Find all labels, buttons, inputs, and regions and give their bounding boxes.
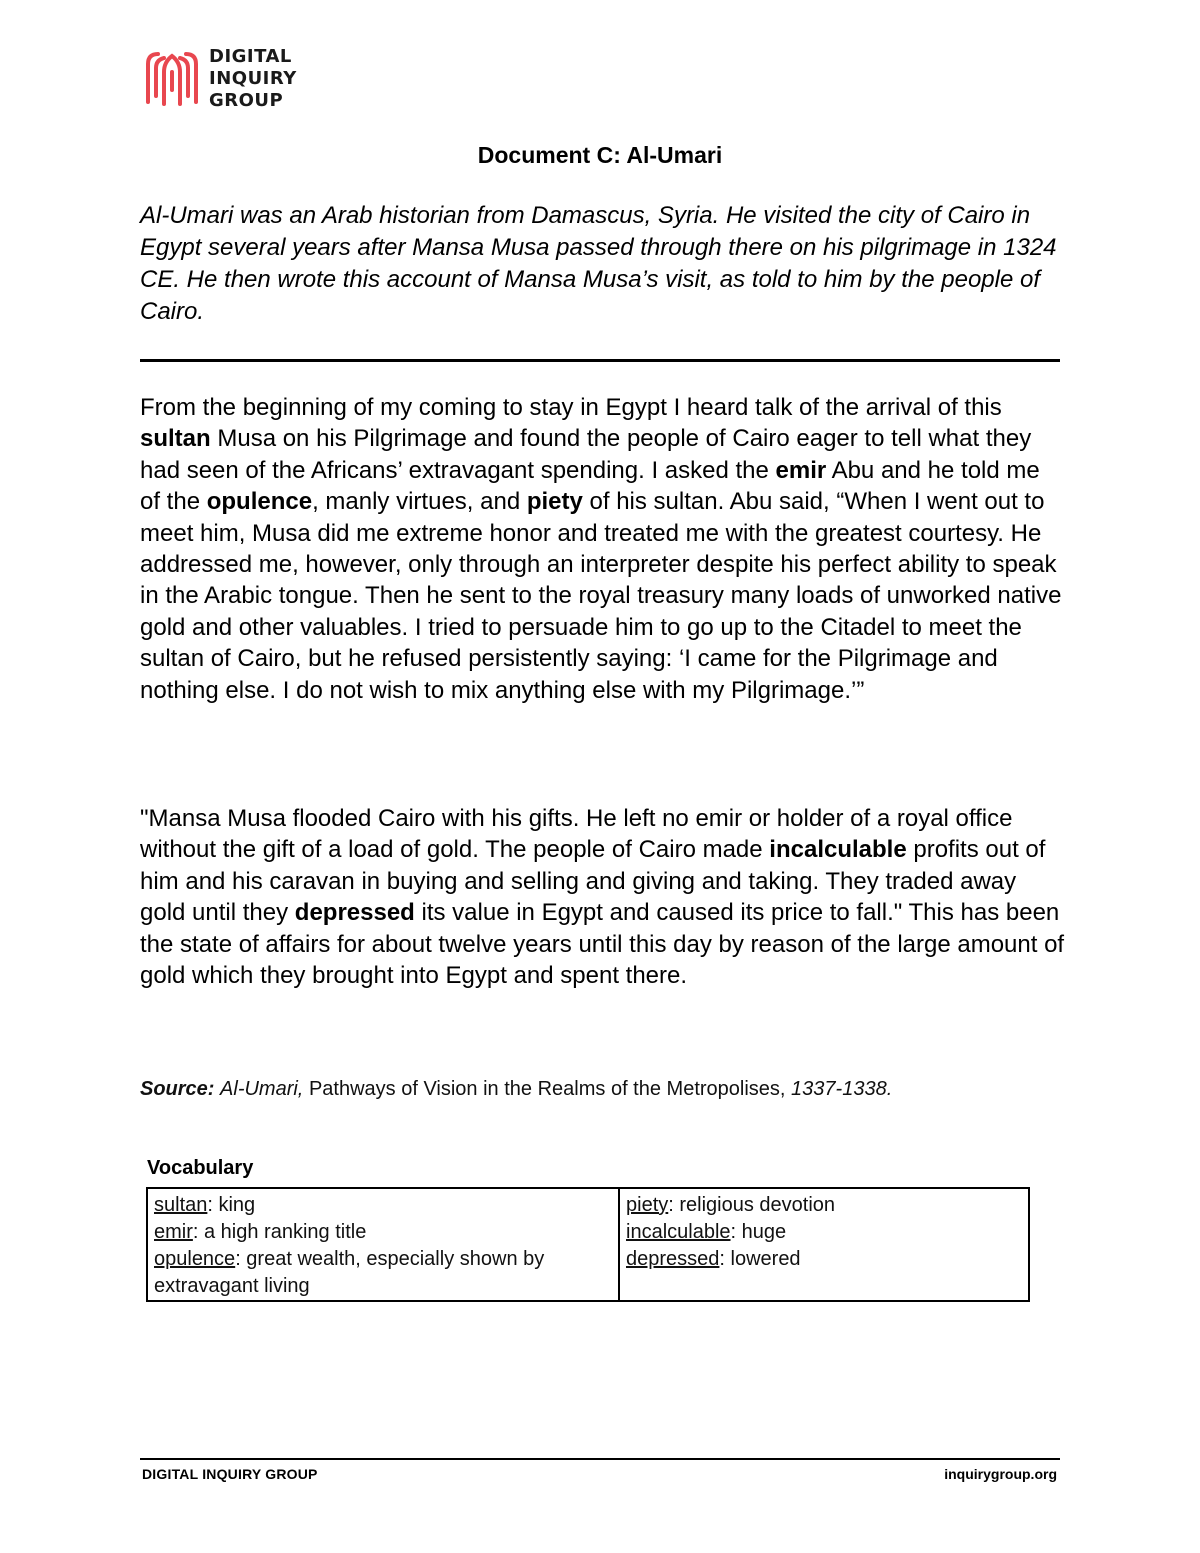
vocab-definition: : a high ranking title bbox=[192, 1221, 367, 1243]
vocab-term: depressed bbox=[626, 1248, 720, 1270]
logo-mark-icon bbox=[144, 46, 200, 110]
logo-line-2: INQUIRY bbox=[209, 68, 297, 89]
logo-wordmark bbox=[209, 46, 297, 112]
vocab-entry bbox=[154, 1246, 612, 1300]
vocab-entry bbox=[154, 1219, 612, 1246]
vocab-term: opulence bbox=[154, 1248, 236, 1270]
vocab-definition: : lowered bbox=[719, 1248, 801, 1270]
vocab-term: piety bbox=[626, 1194, 669, 1216]
vocab-word-emir: emir bbox=[775, 456, 827, 484]
account-paragraph-2 bbox=[140, 803, 1065, 991]
intro-paragraph: Al-Umari was an Arab historian from Damascus, Syria. He visited the city of Cairo in Egypt several years after Mansa Musa passed through there on his pilgrimage in 1324 CE. He then wrote this account of Mansa Musa’s visit, as told to him by the people of Cairo. bbox=[140, 202, 1057, 325]
text-segment: "Mansa Musa flooded Cairo with his gifts. He left no emir or holder of a royal office without the gift of a load of gold. The people of Cairo made bbox=[140, 805, 1013, 864]
vocab-entry bbox=[154, 1192, 612, 1219]
text-segment: Musa on his Pilgrimage and found the people of Cairo eager to tell what they had seen of the Africans’ extravagant spending. I asked the bbox=[140, 425, 1032, 484]
logo-line-3: GROUP bbox=[209, 90, 284, 111]
text-segment: of his sultan. Abu said, “When I went out to meet him, Musa did me extreme honor and treated me with the greatest courtesy. He addressed me, however, only through an interpreter despite his perfect ability to speak in the Arabic tongue. Then he sent to the royal treasury many loads of unworked native gold and other valuables. I tried to persuade him to go up to the Citadel to meet the sultan of Cairo, but he refused persistently saying: ‘I came for the Pilgrimage and nothing else. I do not wish to mix anything else with my Pilgrimage.’” bbox=[140, 488, 1062, 704]
vocabulary-heading: Vocabulary bbox=[147, 1157, 254, 1179]
text-segment: its value in Egypt and caused its price to fall." This has been the state of affairs for about twelve years until this day by reason of the large amount of gold which they brought into Egypt and spent there. bbox=[140, 899, 1065, 990]
text-segment: profits out of him and his caravan in buying and selling and giving and taking. They traded away gold until they bbox=[140, 836, 1046, 927]
vocab-entry bbox=[626, 1246, 1022, 1273]
document-title: Document C: Al-Umari bbox=[477, 142, 723, 168]
vocabulary-column-right bbox=[620, 1189, 1028, 1300]
vocab-word-sultan: sultan bbox=[140, 425, 211, 453]
vocab-term: sultan bbox=[154, 1194, 208, 1216]
vocab-word-incalculable: incalculable bbox=[769, 836, 907, 864]
logo-line-1: DIGITAL bbox=[209, 46, 292, 67]
vocab-word-depressed: depressed bbox=[294, 899, 415, 927]
text-segment: From the beginning of my coming to stay in Egypt I heard talk of the arrival of this bbox=[140, 394, 1002, 421]
footer-website: inquirygroup.org bbox=[944, 1466, 1057, 1482]
source-date: 1337-1338. bbox=[791, 1078, 893, 1100]
vocab-word-piety: piety bbox=[526, 488, 583, 516]
vocab-term: incalculable bbox=[626, 1221, 731, 1243]
section-divider bbox=[140, 359, 1060, 362]
vocab-entry bbox=[626, 1219, 1022, 1246]
vocab-definition: : huge bbox=[730, 1221, 787, 1243]
footer-divider bbox=[140, 1458, 1060, 1460]
vocab-definition: : king bbox=[207, 1194, 256, 1216]
source-author: Al-Umari, bbox=[220, 1078, 304, 1100]
vocab-entry bbox=[626, 1192, 1022, 1219]
source-citation bbox=[140, 1076, 1080, 1102]
text-segment: Abu and he told me of the bbox=[140, 456, 1040, 516]
vocabulary-table bbox=[146, 1187, 1030, 1302]
text-segment: , manly virtues, and bbox=[312, 488, 527, 516]
source-label: Source: bbox=[140, 1078, 215, 1100]
vocab-definition: : great wealth, especially shown by extravagant living bbox=[154, 1248, 545, 1297]
footer-organization: DIGITAL INQUIRY GROUP bbox=[142, 1466, 318, 1482]
account-paragraph-1 bbox=[140, 392, 1065, 706]
vocab-word-opulence: opulence bbox=[206, 488, 313, 516]
vocab-term: emir bbox=[154, 1221, 193, 1243]
source-work: Pathways of Vision in the Realms of the Metropolises, bbox=[308, 1078, 786, 1100]
vocabulary-column-left bbox=[148, 1189, 620, 1300]
vocab-definition: : religious devotion bbox=[668, 1194, 836, 1216]
brand-logo bbox=[144, 44, 324, 114]
